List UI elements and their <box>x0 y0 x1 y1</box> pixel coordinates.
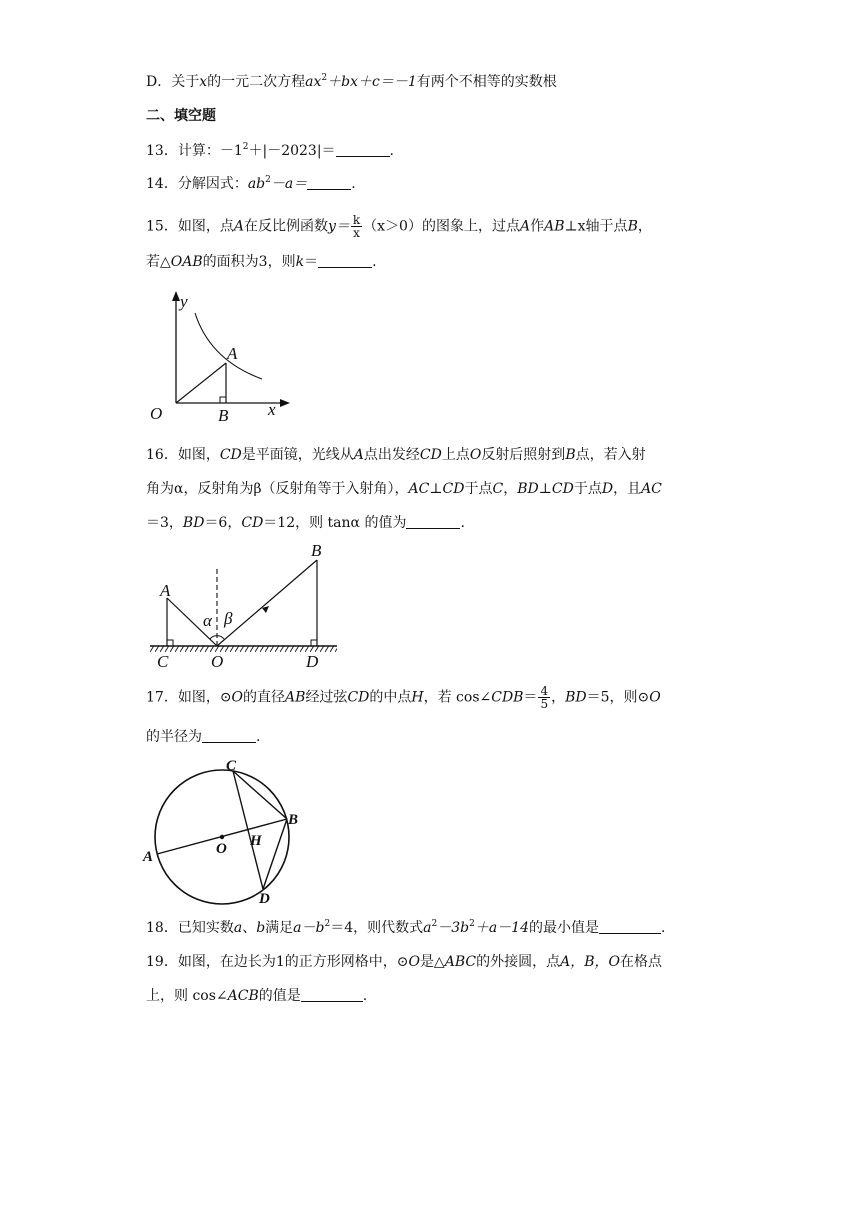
question-15-line-2: 若△OAB的面积为3，则k＝ . <box>146 254 377 270</box>
question-16-line-1: 16．如图，CD是平面镜，光线从A点出发经CD上点O反射后照射到B点，若入射 <box>146 447 646 463</box>
fraction-k-over-x: $\frac{k}{x}$ <box>352 213 361 240</box>
figure-16-mirror <box>140 540 355 675</box>
fraction-4-over-5: $\frac{4}{5}$ <box>540 684 549 711</box>
figure-15-hyperbola <box>140 285 300 430</box>
answer-blank[interactable] <box>307 175 351 190</box>
fig15-label-o: O <box>150 404 163 423</box>
fig16-label-d: D <box>306 652 319 671</box>
question-16-line-3: ＝3，BD＝6，CD＝12，则 tanα 的值为 . <box>146 515 465 531</box>
question-17-line-2: 的半径为 . <box>146 729 261 745</box>
answer-blank[interactable] <box>301 987 363 1002</box>
question-17-line-1: 17．如图，⊙O的直径AB经过弦CD的中点H，若 cos∠CDB＝ $\frac{4}{5}$ ，BD＝5，则⊙O <box>146 684 661 711</box>
answer-blank[interactable] <box>599 919 661 934</box>
section-title: 二、填空题 <box>146 108 216 124</box>
fig15-label-b: B <box>218 406 229 425</box>
figure-17-circle <box>140 752 310 907</box>
fig17-label-h: H <box>250 833 262 849</box>
fig17-label-c: C <box>226 758 237 774</box>
fig15-label-a: A <box>227 344 238 363</box>
answer-blank[interactable] <box>406 514 460 529</box>
fig17-label-a: A <box>143 849 154 865</box>
answer-blank[interactable] <box>336 142 390 157</box>
fig16-label-a: A <box>160 581 171 600</box>
option-d: D．关于x的一元二次方程$ax^2+bx+c=-1$有两个不相等的实数根 <box>146 73 557 90</box>
fig16-label-alpha: α <box>203 611 212 630</box>
question-14: 14．分解因式：$ab^2-a=$ . <box>146 175 356 192</box>
question-18: 18．已知实数a、b满足$a-b^2=4$，则代数式$a^2-3b^2+a-14$的最小值是 . <box>146 919 666 936</box>
question-19-line-2: 上，则 cos∠ACB的值是 . <box>146 988 368 1004</box>
fig15-label-x: x <box>268 400 276 419</box>
answer-blank[interactable] <box>318 253 372 268</box>
answer-blank[interactable] <box>202 728 256 743</box>
question-15-line-1: 15．如图，点A在反比例函数y＝ $\frac{k}{x}$ （x＞0）的图象上，过点A作AB⊥x轴于点B， <box>146 213 652 240</box>
fig15-label-y: y <box>180 292 188 311</box>
fig16-label-b: B <box>311 541 322 560</box>
fig16-label-beta: β <box>224 609 233 628</box>
fig17-label-b: B <box>288 812 299 828</box>
question-19-line-1: 19．如图，在边长为1的正方形网格中，⊙O是△ABC的外接圆，点A，B，O在格点 <box>146 954 662 970</box>
fig17-label-o: O <box>216 841 227 857</box>
question-13: 13．计算：$-1^2+|-2023|=$ . <box>146 142 394 159</box>
fig16-label-c: C <box>157 652 169 671</box>
question-16-line-2: 角为α，反射角为β（反射角等于入射角），AC⊥CD于点C，BD⊥CD于点D，且AC <box>146 481 662 497</box>
fig17-label-d: D <box>259 891 270 907</box>
fig16-label-o: O <box>211 652 224 671</box>
